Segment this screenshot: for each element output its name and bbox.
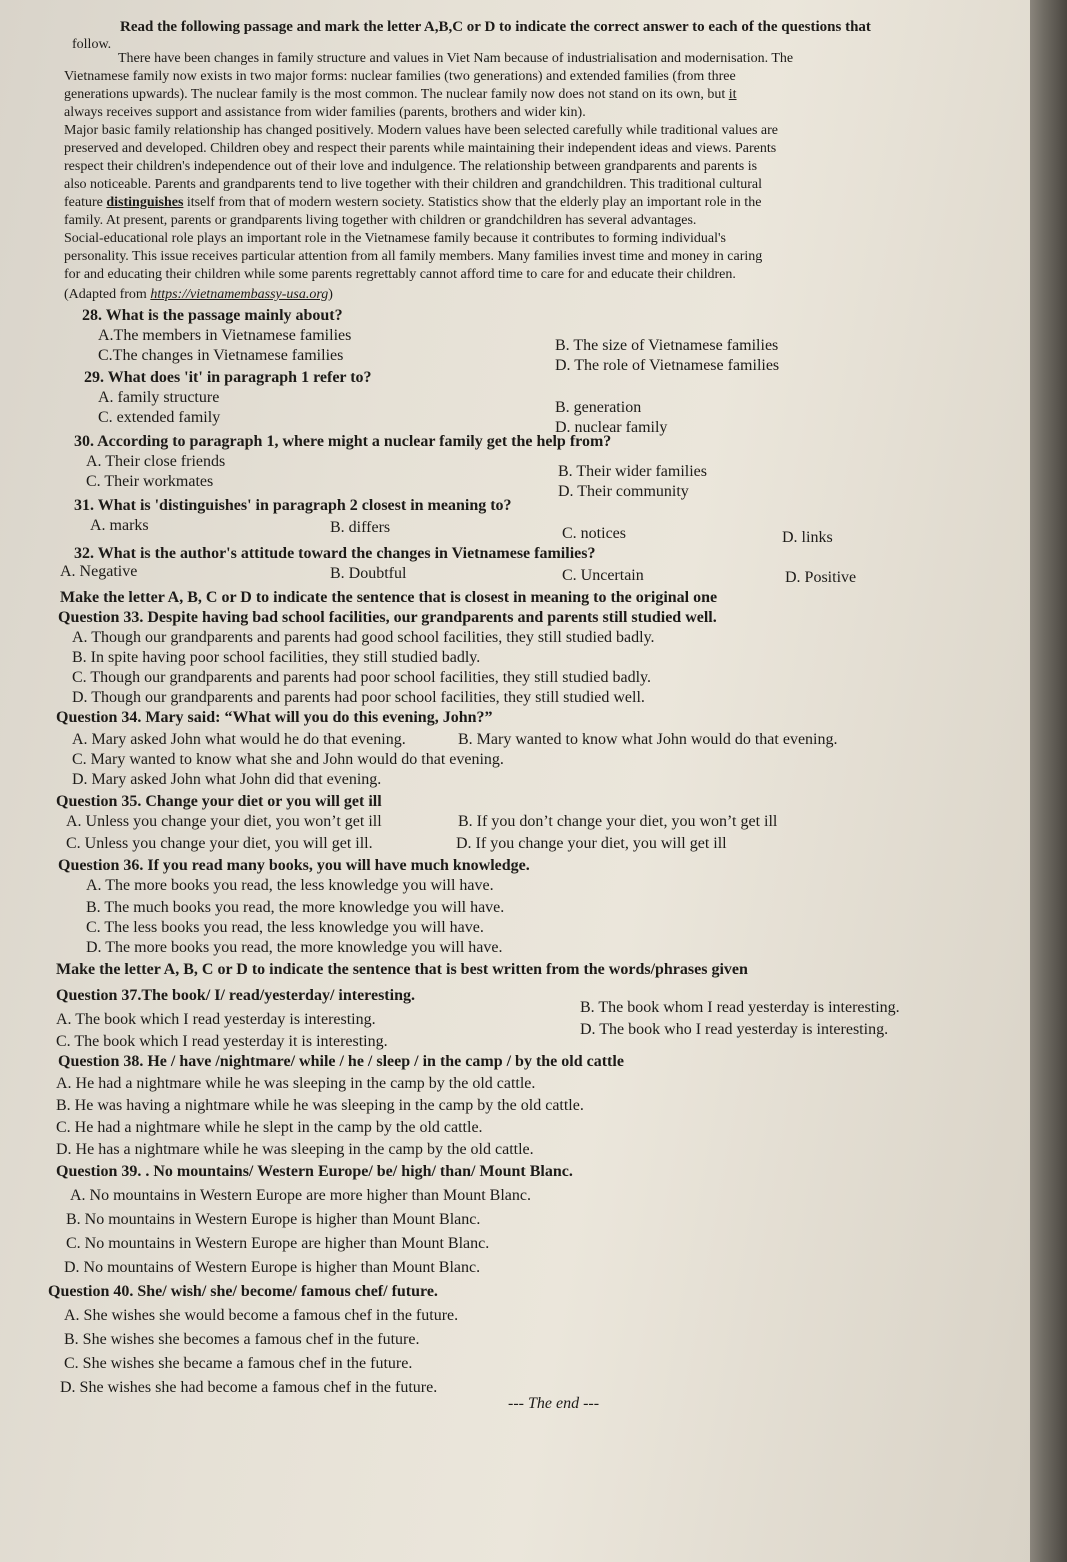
q40-stem: Question 40. She/ wish/ she/ become/ famous chef/ future. [48,1283,438,1300]
q39-option-c[interactable]: C. No mountains in Western Europe are higher than Mount Blanc. [66,1235,490,1252]
reading-instruction-cont: follow. [72,37,112,52]
q40-option-a[interactable]: A. She wishes she would become a famous chef in the future. [64,1307,459,1324]
q33-option-d[interactable]: D. Though our grandparents and parents had poor school facilities, they still studied well. [72,689,645,706]
underlined-it: it [728,87,737,102]
q29-option-d[interactable]: D. nuclear family [555,419,668,436]
q30-option-b[interactable]: B. Their wider families [558,463,707,480]
q28-option-d[interactable]: D. The role of Vietnamese families [555,357,780,374]
passage-line: for and educating their children while some parents regrettably cannot afford time to care for and educate their children. [64,267,736,282]
q39-option-a[interactable]: A. No mountains in Western Europe are more higher than Mount Blanc. [70,1187,531,1204]
q39-option-d[interactable]: D. No mountains of Western Europe is higher than Mount Blanc. [64,1259,481,1276]
q37-stem: Question 37.The book/ I/ read/yesterday/ interesting. [56,987,415,1004]
q30-option-a[interactable]: A. Their close friends [86,453,226,470]
q38-option-b[interactable]: B. He was having a nightmare while he was sleeping in the camp by the old cattle. [56,1097,584,1114]
q33-option-c[interactable]: C. Though our grandparents and parents had poor school facilities, they still studied badly. [72,669,651,686]
passage-line: respect their children's independence out of their love and indulgence. The relationship between grandparents and parents is [64,159,758,174]
the-end: --- The end --- [508,1395,600,1412]
q38-option-a[interactable]: A. He had a nightmare while he was sleeping in the camp by the old cattle. [56,1075,536,1092]
q36-stem: Question 36. If you read many books, you will have much knowledge. [58,857,530,874]
q31-stem: 31. What is 'distinguishes' in paragraph 2 closest in meaning to? [74,497,512,514]
q29-stem: 29. What does 'it' in paragraph 1 refer to? [84,369,372,386]
q37-option-a[interactable]: A. The book which I read yesterday is interesting. [56,1011,376,1028]
q35-option-c[interactable]: C. Unless you change your diet, you will get ill. [66,835,373,852]
q34-option-d[interactable]: D. Mary asked John what John did that evening. [72,771,382,788]
q36-option-a[interactable]: A. The more books you read, the less knowledge you will have. [86,877,494,894]
q40-option-b[interactable]: B. She wishes she becomes a famous chef in the future. [64,1331,420,1348]
q36-option-b[interactable]: B. The much books you read, the more knowledge you will have. [86,899,505,916]
source-link: https://vietnamembassy-usa.org [150,287,329,302]
q39-option-b[interactable]: B. No mountains in Western Europe is higher than Mount Blanc. [66,1211,481,1228]
passage-line: feature distinguishes itself from that of modern western society. Statistics show that the elderly play an important role in the [64,195,762,210]
q30-option-d[interactable]: D. Their community [558,483,689,500]
passage-line: personality. This issue receives particular attention from all family members. Many families invest time and money in caring [64,249,763,264]
q35-stem: Question 35. Change your diet or you will get ill [56,793,382,810]
q35-option-b[interactable]: B. If you don’t change your diet, you won’t get ill [458,813,778,830]
q36-option-d[interactable]: D. The more books you read, the more knowledge you will have. [86,939,503,956]
q31-option-b[interactable]: B. differs [330,519,391,536]
passage-line: always receives support and assistance from wider families (parents, brothers and wider kin). [64,105,586,120]
q40-option-c[interactable]: C. She wishes she became a famous chef in the future. [64,1355,413,1372]
q39-stem: Question 39. . No mountains/ Western Europe/ be/ high/ than/ Mount Blanc. [56,1163,573,1180]
reading-instruction: Read the following passage and mark the letter A,B,C or D to indicate the correct answer to each of the questions that [120,19,871,35]
q32-option-b[interactable]: B. Doubtful [330,565,407,582]
q34-option-b[interactable]: B. Mary wanted to know what John would do that evening. [458,731,838,748]
q38-stem: Question 38. He / have /nightmare/ while / he / sleep / in the camp / by the old cattle [58,1053,624,1070]
q31-option-d[interactable]: D. links [782,529,833,546]
q37-option-b[interactable]: B. The book whom I read yesterday is interesting. [580,999,900,1016]
q35-option-a[interactable]: A. Unless you change your diet, you won’t get ill [66,813,382,830]
q33-option-b[interactable]: B. In spite having poor school facilities, they still studied badly. [72,649,481,666]
q32-stem: 32. What is the author's attitude toward the changes in Vietnamese families? [74,545,596,562]
q32-option-a[interactable]: A. Negative [60,563,138,580]
passage-line: generations upwards). The nuclear family is the most common. The nuclear family now does not stand on its own, but it [64,87,737,102]
q28-stem: 28. What is the passage mainly about? [82,307,343,324]
page-edge [1030,0,1067,1562]
q29-option-b[interactable]: B. generation [555,399,642,416]
q36-option-c[interactable]: C. The less books you read, the less knowledge you will have. [86,919,484,936]
q31-option-a[interactable]: A. marks [90,517,149,534]
q28-option-a[interactable]: A.The members in Vietnamese families [98,327,352,344]
q32-option-d[interactable]: D. Positive [785,569,857,586]
q33-stem: Question 33. Despite having bad school facilities, our grandparents and parents still studied well. [58,609,717,626]
q33-option-a[interactable]: A. Though our grandparents and parents had good school facilities, they still studied badly. [72,629,655,646]
q34-option-a[interactable]: A. Mary asked John what would he do that evening. [72,731,406,748]
q29-option-c[interactable]: C. extended family [98,409,221,426]
underlined-distinguishes: distinguishes [106,195,184,210]
passage-line: Vietnamese family now exists in two major forms: nuclear families (two generations) and extended families (from three [64,69,736,84]
passage-line: Social-educational role plays an important role in the Vietnamese family because it contributes to forming individual's [64,231,726,246]
q30-stem: 30. According to paragraph 1, where might a nuclear family get the help from? [74,433,612,450]
q34-option-c[interactable]: C. Mary wanted to know what she and John would do that evening. [72,751,504,768]
q30-option-c[interactable]: C. Their workmates [86,473,214,490]
q28-option-b[interactable]: B. The size of Vietnamese families [555,337,779,354]
q38-option-d[interactable]: D. He has a nightmare while he was sleeping in the camp by the old cattle. [56,1141,534,1158]
passage-line: family. At present, parents or grandparents living together with children or grandchildren has several advantages. [64,213,697,228]
best-written-instruction: Make the letter A, B, C or D to indicate the sentence that is best written from the words/phrases given [56,961,748,978]
q34-stem: Question 34. Mary said: “What will you do this evening, John?” [56,709,493,726]
q29-option-a[interactable]: A. family structure [98,389,220,406]
q38-option-c[interactable]: C. He had a nightmare while he slept in the camp by the old cattle. [56,1119,483,1136]
feature-word: feature [64,195,103,210]
q28-option-c[interactable]: C.The changes in Vietnamese families [98,347,344,364]
q40-option-d[interactable]: D. She wishes she had become a famous chef in the future. [60,1379,438,1396]
q37-option-d[interactable]: D. The book who I read yesterday is interesting. [580,1021,889,1038]
passage-line: also noticeable. Parents and grandparents tend to live together with their children and grandchildren. This traditional cultural [64,177,762,192]
passage-line: There have been changes in family structure and values in Viet Nam because of industrialisation and modernisation. The [118,51,794,66]
q32-option-c[interactable]: C. Uncertain [562,567,644,584]
q35-option-d[interactable]: D. If you change your diet, you will get ill [456,835,727,852]
q37-option-c[interactable]: C. The book which I read yesterday it is interesting. [56,1033,388,1050]
passage-source: (Adapted from https://vietnamembassy-usa.org) [64,287,333,302]
passage-line: Major basic family relationship has changed positively. Modern values have been selected carefully while traditional values are [64,123,779,138]
closest-meaning-instruction: Make the letter A, B, C or D to indicate the sentence that is closest in meaning to the original one [60,589,718,606]
q31-option-c[interactable]: C. notices [562,525,626,542]
passage-line: preserved and developed. Children obey and respect their parents while maintaining their independent ideas and views. Parents [64,141,777,156]
